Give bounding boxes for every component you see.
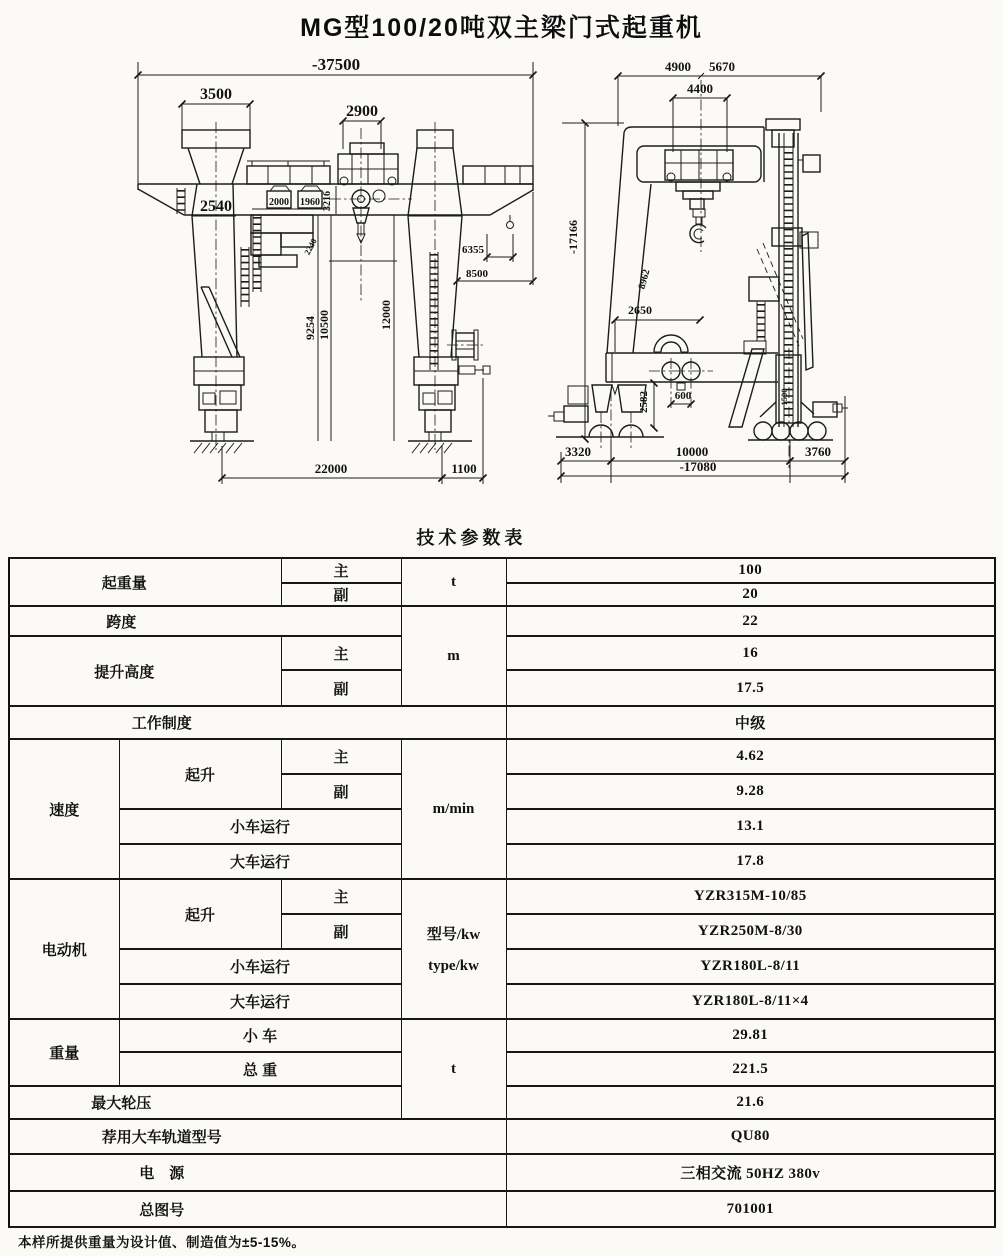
param-label-motor: 电动机 <box>9 879 119 1019</box>
dim-leg-slope: 8962 <box>636 268 653 291</box>
motor-unit-line2: type/kw <box>428 958 479 974</box>
height-main-value: 16 <box>506 636 995 670</box>
dim-clear-1: 9254 <box>303 316 317 340</box>
table-title: 技术参数表 <box>416 528 527 548</box>
speed-hoist-label: 起升 <box>119 739 281 809</box>
speed-trolley-value: 13.1 <box>506 809 995 844</box>
dim-axle-height: 2582 <box>638 391 650 413</box>
param-label-duty: 工作制度 <box>9 706 506 739</box>
motor-hoist-label: 起升 <box>119 879 281 949</box>
dim-rear-overhang: 3760 <box>805 444 831 459</box>
motor-trolley-value: YZR180L-8/11 <box>506 949 995 984</box>
dim-span: 22000 <box>314 461 348 476</box>
dim-top-front: 4900 <box>665 59 691 74</box>
dim-buffer-right: 1960 <box>300 197 320 208</box>
power-value: 三相交流 50HZ 380v <box>506 1154 995 1191</box>
param-label-height: 提升高度 <box>9 636 281 706</box>
param-label-drawing-no: 总图号 <box>9 1191 506 1227</box>
dim-overall-length: -17080 <box>679 459 717 474</box>
speed-hoist-aux-label: 副 <box>281 774 401 809</box>
parameters-table <box>8 557 996 1228</box>
speed-hoist-aux-value: 9.28 <box>506 774 995 809</box>
side-view-drawing <box>548 59 848 483</box>
weight-total-label: 总 重 <box>119 1052 401 1086</box>
dim-cap-width: 3500 <box>200 86 232 103</box>
dim-leg-width: 2540 <box>200 198 232 215</box>
param-label-span: 跨度 <box>9 606 401 636</box>
speed-crane-label: 大车运行 <box>119 844 401 879</box>
wheel-load-value: 21.6 <box>506 1086 995 1119</box>
speed-crane-value: 17.8 <box>506 844 995 879</box>
dim-top-rear: 5670 <box>709 59 735 74</box>
dim-wheel-spacing: 600 <box>674 390 692 402</box>
motor-trolley-label: 小车运行 <box>119 949 401 984</box>
height-aux-value: 17.5 <box>506 670 995 706</box>
motor-crane-label: 大车运行 <box>119 984 401 1019</box>
dim-overall-width: -37500 <box>311 55 361 74</box>
dim-leg-clearance: 2650 <box>628 303 652 317</box>
capacity-aux-value: 20 <box>506 583 995 606</box>
dim-overall-height: -17166 <box>566 220 580 254</box>
dim-buffer-left: 2000 <box>269 197 289 208</box>
speed-trolley-label: 小车运行 <box>119 809 401 844</box>
param-label-wheel-load: 最大轮压 <box>9 1086 401 1119</box>
drawing-no-value: 701001 <box>506 1191 995 1227</box>
capacity-unit: t <box>401 558 506 606</box>
dim-clear-3: 12000 <box>379 300 393 330</box>
duty-value: 中级 <box>506 706 995 739</box>
dim-trolley-width: 2900 <box>346 103 378 120</box>
dim-front-overhang: 3320 <box>565 444 591 459</box>
weight-total-value: 221.5 <box>506 1052 995 1086</box>
weight-trolley-label: 小 车 <box>119 1019 401 1052</box>
motor-hoist-main-value: YZR315M-10/85 <box>506 879 995 914</box>
page-title: MG型100/20吨双主梁门式起重机 <box>300 14 703 42</box>
height-main-label: 主 <box>281 636 401 670</box>
capacity-aux-label: 副 <box>281 583 401 606</box>
span-height-unit: m <box>401 606 506 706</box>
dim-wheelbase: 10000 <box>675 444 709 459</box>
dim-hook-height: 8500 <box>466 268 488 280</box>
motor-hoist-aux-value: YZR250M-8/30 <box>506 914 995 949</box>
dim-clear-2: 10500 <box>317 310 331 340</box>
dim-cantilever: 1100 <box>451 461 477 476</box>
span-value: 22 <box>506 606 995 636</box>
motor-unit-line1: 型号/kw <box>426 927 481 943</box>
motor-unit <box>401 879 506 1019</box>
capacity-main-value: 100 <box>506 558 995 583</box>
motor-crane-value: YZR180L-8/11×4 <box>506 984 995 1019</box>
capacity-main-label: 主 <box>281 558 401 583</box>
motor-hoist-aux-label: 副 <box>281 914 401 949</box>
dim-brace: 2240 <box>301 236 319 257</box>
front-view-drawing <box>138 55 533 484</box>
param-label-capacity: 起重量 <box>9 558 281 606</box>
dim-leg-foot: 1500 <box>779 388 789 406</box>
speed-hoist-main-value: 4.62 <box>506 739 995 774</box>
height-aux-label: 副 <box>281 670 401 706</box>
param-label-power: 电 源 <box>9 1154 506 1191</box>
crane-drawings <box>0 0 1003 512</box>
rail-value: QU80 <box>506 1119 995 1154</box>
motor-hoist-main-label: 主 <box>281 879 401 914</box>
param-label-rail: 荐用大车轨道型号 <box>9 1119 506 1154</box>
param-label-weight: 重量 <box>9 1019 119 1086</box>
speed-hoist-main-label: 主 <box>281 739 401 774</box>
weight-unit: t <box>401 1019 506 1119</box>
dim-trolley-gauge: 4400 <box>687 81 713 96</box>
speed-unit: m/min <box>401 739 506 879</box>
param-label-speed: 速度 <box>9 739 119 879</box>
footnote: 本样所提供重量为设计值、制造值为±5-15%。 <box>18 1235 306 1250</box>
weight-trolley-value: 29.81 <box>506 1019 995 1052</box>
dim-girder-depth: 3216 <box>322 191 333 211</box>
dim-aux-hook-height: 6355 <box>462 244 484 256</box>
